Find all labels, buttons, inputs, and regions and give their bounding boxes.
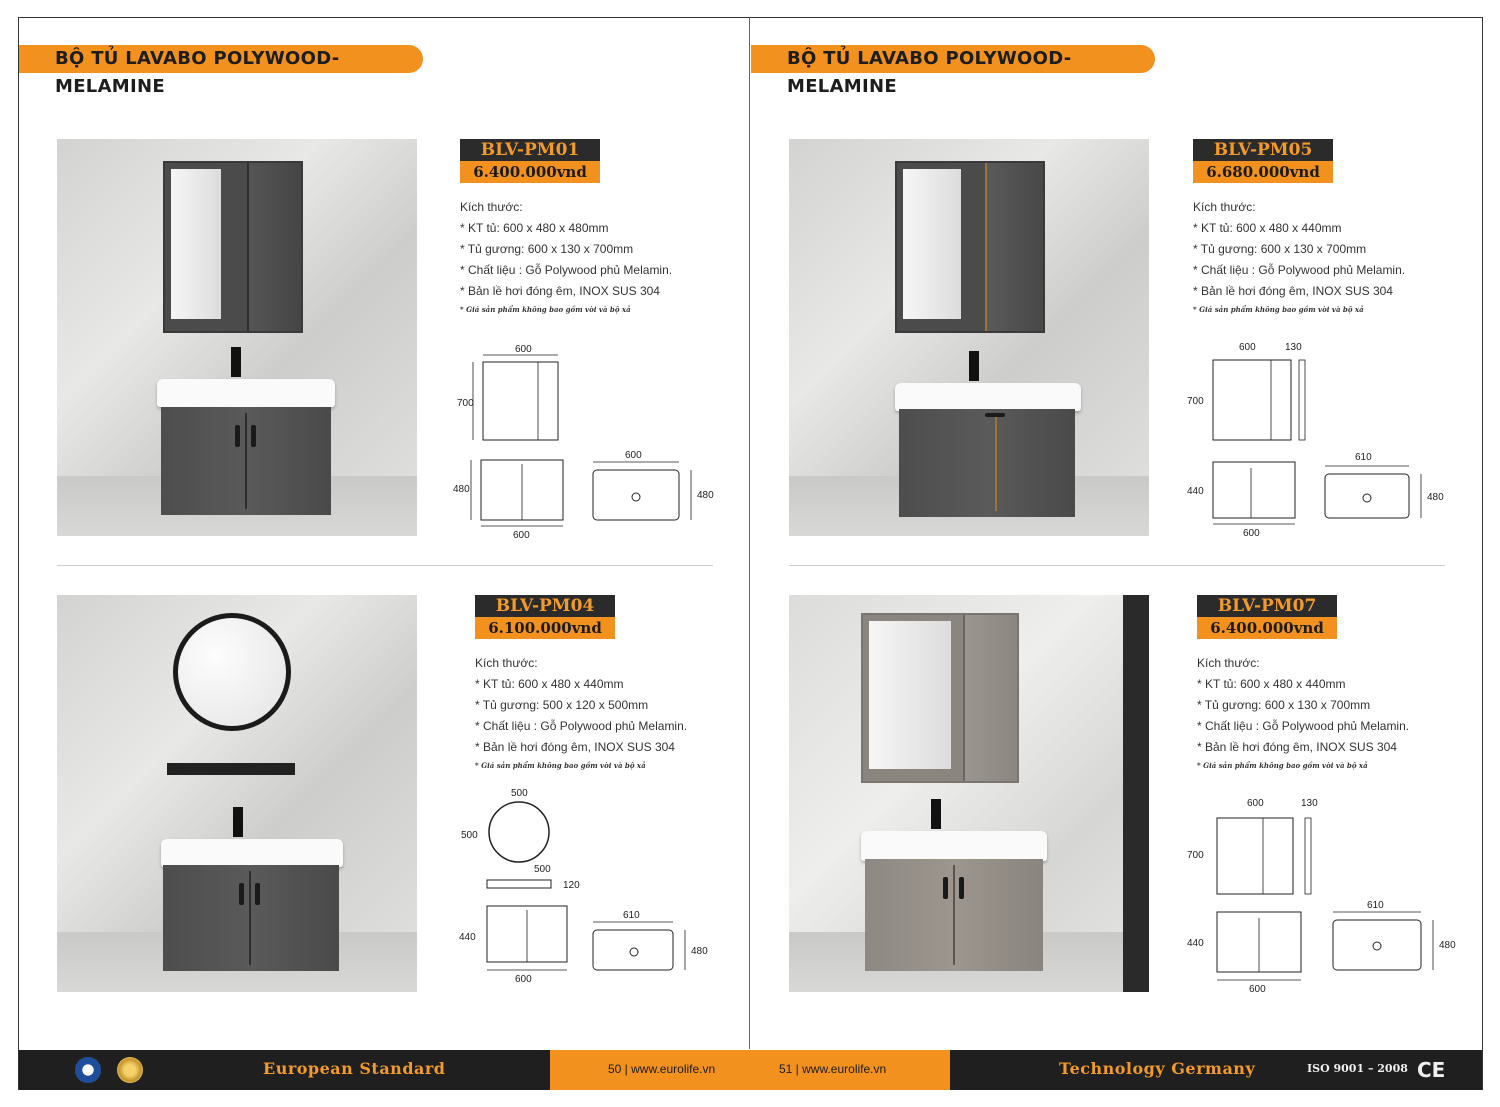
spec-heading: Kích thước: xyxy=(475,656,538,670)
svg-text:440: 440 xyxy=(1187,938,1204,949)
product-code-box xyxy=(1193,139,1333,183)
svg-text:600: 600 xyxy=(1247,798,1264,809)
spec-heading: Kích thước: xyxy=(1197,656,1260,670)
svg-text:600: 600 xyxy=(1243,528,1260,538)
spec-heading: Kích thước: xyxy=(1193,200,1256,214)
svg-text:440: 440 xyxy=(1187,486,1204,497)
product-photo-blv-pm07 xyxy=(789,595,1149,992)
svg-text:480: 480 xyxy=(453,484,470,495)
svg-text:600: 600 xyxy=(1249,984,1266,994)
certification-badge-icon xyxy=(75,1057,101,1083)
svg-text:600: 600 xyxy=(513,530,530,540)
product-specs xyxy=(460,200,720,314)
page-50 xyxy=(19,18,751,1050)
spec-heading: Kích thước: xyxy=(460,200,523,214)
price-note: * Giá sản phẩm không bao gồm vòi và bộ xả xyxy=(475,761,646,770)
spec-line: * Bản lề hơi đóng êm, INOX SUS 304 xyxy=(460,284,660,298)
page-header-title: BỘ TỦ LAVABO POLYWOOD-MELAMINE xyxy=(19,45,423,73)
price-note: * Giá sản phẩm không bao gồm vòi và bộ xả xyxy=(1197,761,1368,770)
product-price: 6.400.000vnd xyxy=(460,161,600,183)
spec-line: * Bản lề hơi đóng êm, INOX SUS 304 xyxy=(1193,284,1393,298)
product-specs xyxy=(1197,656,1457,770)
product-specs xyxy=(1193,200,1453,314)
product-code: BLV-PM07 xyxy=(1197,595,1337,617)
price-note: * Giá sản phẩm không bao gồm vòi và bộ xả xyxy=(1193,305,1364,314)
svg-text:700: 700 xyxy=(1187,396,1204,407)
svg-text:600: 600 xyxy=(625,450,642,461)
svg-text:130: 130 xyxy=(1285,342,1302,353)
catalog-spread xyxy=(18,17,1483,1090)
page-51 xyxy=(751,18,1483,1050)
svg-text:610: 610 xyxy=(1355,452,1372,463)
product-code: BLV-PM01 xyxy=(460,139,600,161)
product-photo-blv-pm05 xyxy=(789,139,1149,536)
svg-text:480: 480 xyxy=(691,946,708,957)
svg-text:600: 600 xyxy=(1239,342,1256,353)
product-price: 6.400.000vnd xyxy=(1197,617,1337,639)
svg-text:500: 500 xyxy=(534,864,551,875)
spec-line: * Chất liệu : Gỗ Polywood phủ Melamin. xyxy=(1197,719,1410,733)
svg-text:480: 480 xyxy=(697,490,714,501)
page-gutter xyxy=(749,17,750,1049)
spec-line: * KT tủ: 600 x 480 x 480mm xyxy=(460,221,609,235)
spec-line: * KT tủ: 600 x 480 x 440mm xyxy=(1193,221,1342,235)
spec-line: * Bản lề hơi đóng êm, INOX SUS 304 xyxy=(475,740,675,754)
svg-text:120: 120 xyxy=(563,880,580,891)
footer-slogan-left: European Standard xyxy=(263,1059,446,1078)
spec-line: * Chất liệu : Gỗ Polywood phủ Melamin. xyxy=(475,719,688,733)
svg-text:610: 610 xyxy=(623,910,640,921)
spec-line: * Chất liệu : Gỗ Polywood phủ Melamin. xyxy=(1193,263,1406,277)
page-number-51[interactable]: 51 | www.eurolife.vn xyxy=(779,1062,887,1076)
page-header-title: BỘ TỦ LAVABO POLYWOOD-MELAMINE xyxy=(751,45,1155,73)
svg-text:130: 130 xyxy=(1301,798,1318,809)
svg-text:600: 600 xyxy=(515,344,532,355)
spec-line: * KT tủ: 600 x 480 x 440mm xyxy=(475,677,624,691)
spec-line: * KT tủ: 600 x 480 x 440mm xyxy=(1197,677,1346,691)
product-price: 6.100.000vnd xyxy=(475,617,615,639)
product-code-box xyxy=(475,595,615,639)
svg-text:480: 480 xyxy=(1427,492,1444,503)
svg-text:440: 440 xyxy=(459,932,476,943)
product-code: BLV-PM05 xyxy=(1193,139,1333,161)
svg-text:700: 700 xyxy=(457,398,474,409)
spec-line: * Tủ gương: 500 x 120 x 500mm xyxy=(475,698,649,712)
ce-mark-icon: CE xyxy=(1417,1058,1446,1082)
dimension-drawing xyxy=(453,340,733,540)
spec-line: * Bản lề hơi đóng êm, INOX SUS 304 xyxy=(1197,740,1397,754)
section-divider xyxy=(57,565,713,566)
product-code-box xyxy=(1197,595,1337,639)
product-photo-blv-pm01 xyxy=(57,139,417,536)
svg-text:610: 610 xyxy=(1367,900,1384,911)
section-divider xyxy=(789,565,1445,566)
page-footer xyxy=(19,1050,1482,1090)
product-photo-blv-pm04 xyxy=(57,595,417,992)
product-code-box xyxy=(460,139,600,183)
spec-line: * Tủ gương: 600 x 130 x 700mm xyxy=(1193,242,1367,256)
price-note: * Giá sản phẩm không bao gồm vòi và bộ xả xyxy=(460,305,631,314)
spec-line: * Tủ gương: 600 x 130 x 700mm xyxy=(1197,698,1371,712)
svg-text:480: 480 xyxy=(1439,940,1456,951)
spec-line: * Chất liệu : Gỗ Polywood phủ Melamin. xyxy=(460,263,673,277)
product-code: BLV-PM04 xyxy=(475,595,615,617)
product-specs xyxy=(475,656,735,770)
svg-text:500: 500 xyxy=(461,830,478,841)
footer-slogan-right: Technology Germany xyxy=(1059,1059,1256,1078)
page-number-50[interactable]: 50 | www.eurolife.vn xyxy=(608,1062,716,1076)
svg-text:700: 700 xyxy=(1187,850,1204,861)
product-price: 6.680.000vnd xyxy=(1193,161,1333,183)
dimension-drawing xyxy=(459,784,739,984)
iso-certification: ISO 9001 – 2008 xyxy=(1307,1062,1408,1075)
dimension-drawing xyxy=(1187,794,1467,994)
dimension-drawing xyxy=(1187,338,1467,538)
svg-text:500: 500 xyxy=(511,788,528,799)
svg-text:600: 600 xyxy=(515,974,532,984)
award-medal-icon xyxy=(117,1057,143,1083)
spec-line: * Tủ gương: 600 x 130 x 700mm xyxy=(460,242,634,256)
